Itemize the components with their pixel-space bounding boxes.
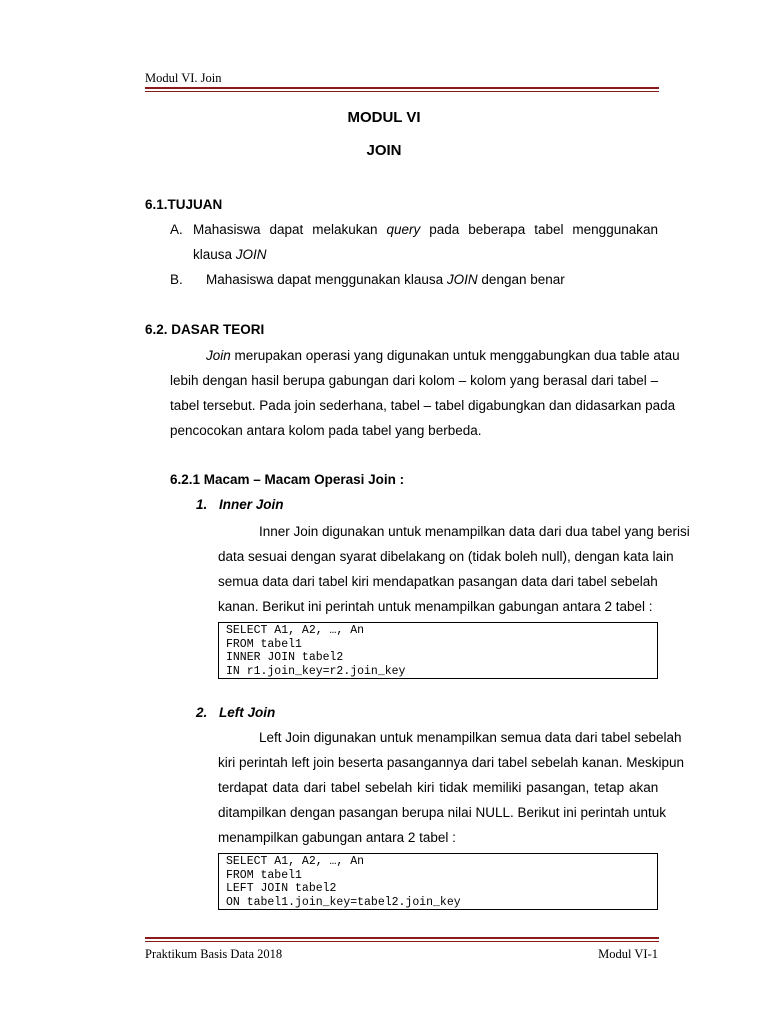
list-marker-a: A. [170, 222, 183, 237]
subitem-number-2: 2. [196, 705, 208, 720]
list-item-a-text-post: pada beberapa tabel menggunakan [420, 222, 658, 237]
paragraph-text: merupakan operasi yang digunakan untuk menggabungkan dua table atau [230, 348, 680, 363]
footer-page-number: Modul VI-1 [598, 947, 658, 961]
paragraph-dasar-teori [170, 343, 680, 443]
code-line: SELECT A1, A2, …, An [226, 624, 365, 637]
paragraph-line: pencocokan antara kolom pada tabel yang berbeda. [170, 423, 482, 438]
code-line: ON tabel1.join_key=tabel2.join_key [226, 895, 461, 909]
list-item-b [206, 267, 565, 292]
list-item-a-line2-em: JOIN [235, 247, 267, 262]
footer-rule-thick [145, 937, 659, 939]
code-block-left-join [218, 853, 658, 910]
running-header: Modul VI. Join [145, 71, 222, 85]
code-line: IN r1.join_key=r2.join_key [226, 664, 406, 678]
paragraph-line: lebih dengan hasil berupa gabungan dari kolom – kolom yang berasal dari tabel – [170, 373, 659, 388]
footer-course: Praktikum Basis Data 2018 [145, 947, 283, 961]
header-rule-thin [145, 91, 659, 92]
list-item-b-text-post: dengan benar [477, 272, 565, 287]
subitem-title-left-join: Left Join [219, 705, 276, 720]
paragraph-line: Left Join digunakan untuk menampilkan semua data dari tabel sebelah [259, 730, 682, 745]
list-item-b-em: JOIN [446, 272, 478, 287]
list-item-b-text: Mahasiswa dapat menggunakan klausa [206, 272, 447, 287]
list-marker-b: B. [170, 272, 183, 287]
paragraph-line: Inner Join digunakan untuk menampilkan data dari dua tabel yang berisi [259, 524, 690, 539]
code-line: INNER JOIN tabel2 [226, 651, 344, 665]
paragraph-inner-join [218, 519, 690, 619]
subitem-title-inner-join: Inner Join [219, 497, 284, 512]
paragraph-line: terdapat data dari tabel sebelah kiri tidak memiliki pasangan, tetap akan [218, 780, 659, 795]
paragraph-left-join [218, 725, 685, 850]
list-item-a-text: Mahasiswa dapat melakukan [193, 222, 387, 237]
module-subtitle: JOIN [366, 142, 402, 159]
paragraph-line: kiri perintah left join beserta pasangannya dari tabel sebelah kanan. Meskipun [218, 755, 685, 770]
paragraph-line: ditampilkan dengan pasangan berupa nilai NULL. Berikut ini perintah untuk [218, 805, 667, 820]
list-item-a-line2 [193, 242, 267, 267]
paragraph-line: kanan. Berikut ini perintah untuk menampilkan gabungan antara 2 tabel : [218, 599, 653, 614]
list-item-a-line1 [193, 217, 658, 242]
code-line: SELECT A1, A2, …, An [226, 855, 365, 868]
paragraph-em: Join [206, 348, 231, 363]
paragraph-line: menampilkan gabungan antara 2 tabel : [218, 830, 456, 845]
header-rule-thick [145, 87, 659, 89]
module-title: MODUL VI [347, 109, 421, 126]
paragraph-line [170, 343, 680, 368]
code-line: FROM tabel1 [226, 637, 302, 651]
code-line: FROM tabel1 [226, 868, 302, 882]
section-heading-tujuan: 6.1.TUJUAN [145, 197, 223, 212]
code-block-inner-join [218, 622, 658, 679]
footer-rule-thin [145, 941, 659, 942]
subitem-number-1: 1. [196, 497, 208, 512]
paragraph-line: semua data dari tabel kiri mendapatkan pasangan data dari tabel sebelah [218, 574, 658, 589]
paragraph-line: tabel tersebut. Pada join sederhana, tabel – tabel digabungkan dan didasarkan pada [170, 398, 676, 413]
subsection-heading-macam: 6.2.1 Macam – Macam Operasi Join : [170, 472, 405, 487]
list-item-a-em: query [386, 222, 421, 237]
paragraph-line: data sesuai dengan syarat dibelakang on (tidak boleh null), dengan kata lain [218, 549, 674, 564]
code-line: LEFT JOIN tabel2 [226, 882, 337, 896]
list-item-a-line2-text: klausa [193, 247, 236, 262]
section-heading-dasar-teori: 6.2. DASAR TEORI [145, 322, 265, 337]
